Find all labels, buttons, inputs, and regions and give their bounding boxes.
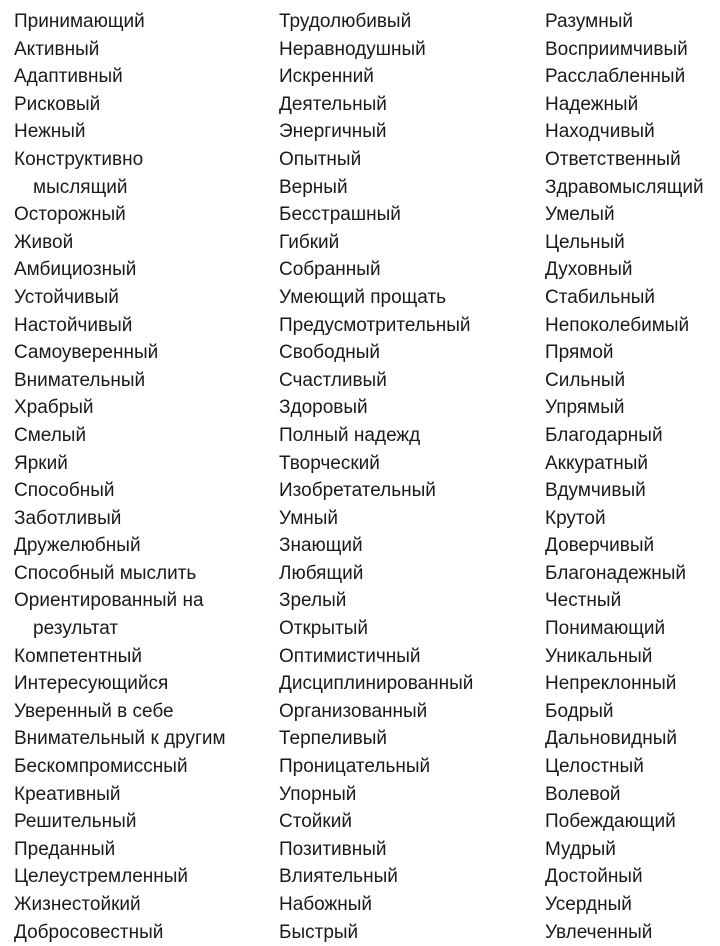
word-item	[545, 256, 720, 284]
word-line: Добросовестный	[14, 921, 164, 943]
word-item	[14, 808, 276, 836]
word-item	[14, 256, 276, 284]
word-line: Расслабленный	[545, 66, 686, 88]
word-item	[545, 174, 720, 202]
word-item	[279, 284, 541, 312]
word-line: Знающий	[279, 535, 363, 557]
word-line: Внимательный к другим	[14, 728, 226, 750]
word-item	[14, 919, 276, 946]
word-item	[279, 174, 541, 202]
word-line: Оптимистичный	[279, 645, 421, 667]
word-line: Изобретательный	[279, 480, 436, 502]
word-line: Цельный	[545, 231, 625, 253]
word-line: Любящий	[279, 562, 364, 584]
word-item	[14, 698, 276, 726]
word-line: Интересующийся	[14, 673, 169, 695]
word-item	[545, 615, 720, 643]
word-line: Самоуверенный	[14, 342, 159, 364]
word-item	[279, 891, 541, 919]
word-line: Непреклонный	[545, 673, 677, 695]
word-line: Трудолюбивый	[279, 11, 412, 32]
word-line: Преданный	[14, 838, 116, 860]
word-item	[545, 863, 720, 891]
word-line: Осторожный	[14, 204, 126, 226]
word-item	[279, 367, 541, 395]
word-line: Смелый	[14, 424, 87, 446]
word-line: Способный мыслить	[14, 562, 197, 584]
word-line: Жизнестойкий	[14, 894, 141, 915]
word-item	[545, 63, 720, 91]
word-item	[14, 8, 276, 36]
word-line: Решительный	[14, 811, 137, 833]
word-line: Дружелюбный	[14, 535, 141, 557]
word-item	[545, 587, 720, 615]
word-line: Разумный	[545, 11, 634, 32]
word-line: Полный надежд	[279, 424, 421, 446]
word-item	[14, 643, 276, 671]
word-item	[14, 836, 276, 864]
word-item	[545, 477, 720, 505]
word-line: Сильный	[545, 369, 626, 391]
word-line: Живой	[14, 231, 74, 253]
word-item	[545, 532, 720, 560]
word-item	[279, 8, 541, 36]
word-item	[545, 560, 720, 588]
word-line: Ответственный	[545, 148, 681, 170]
word-item	[545, 229, 720, 257]
word-item	[545, 670, 720, 698]
word-line: Прямой	[545, 342, 614, 364]
word-item	[279, 532, 541, 560]
word-item	[14, 725, 276, 753]
word-line: Конструктивно	[14, 148, 144, 170]
word-line: Дальновидный	[545, 728, 678, 750]
word-item	[279, 91, 541, 119]
word-line: Заботливый	[14, 507, 122, 529]
word-item	[279, 256, 541, 284]
word-line: Стабильный	[545, 286, 656, 308]
word-item	[14, 477, 276, 505]
word-line: Внимательный	[14, 369, 146, 391]
word-item	[545, 146, 720, 174]
word-line: Неравнодушный	[279, 38, 426, 60]
word-item	[14, 891, 276, 919]
word-item	[14, 505, 276, 533]
word-item	[14, 753, 276, 781]
word-item	[14, 63, 276, 91]
word-line: Адаптивный	[14, 66, 123, 88]
word-line: Здравомыслящий	[545, 176, 704, 198]
word-item	[545, 725, 720, 753]
word-item	[279, 753, 541, 781]
word-line: Умный	[279, 507, 339, 529]
word-item	[545, 836, 720, 864]
word-item	[14, 422, 276, 450]
word-line: Непоколебимый	[545, 314, 690, 336]
word-line: Активный	[14, 38, 100, 60]
word-item	[14, 670, 276, 698]
word-item	[545, 808, 720, 836]
word-line: Достойный	[545, 866, 643, 888]
word-line: Находчивый	[545, 121, 655, 143]
word-item	[14, 367, 276, 395]
word-item	[14, 146, 276, 201]
word-item	[545, 118, 720, 146]
word-item	[545, 394, 720, 422]
word-line: Настойчивый	[14, 314, 133, 336]
word-item	[279, 781, 541, 809]
word-line: Способный	[14, 480, 115, 502]
word-line: Бодрый	[545, 700, 614, 722]
word-line: Счастливый	[279, 369, 387, 391]
word-item	[279, 118, 541, 146]
word-line: Собранный	[279, 259, 381, 281]
word-item	[14, 118, 276, 146]
word-line: Амбициозный	[14, 259, 137, 281]
word-line: Благонадежный	[545, 562, 686, 584]
word-line: Свободный	[279, 342, 381, 364]
word-line: Гибкий	[279, 231, 340, 253]
word-item	[279, 394, 541, 422]
word-item	[14, 284, 276, 312]
word-line: Целостный	[545, 756, 644, 778]
word-item	[279, 505, 541, 533]
word-item	[545, 505, 720, 533]
word-item	[279, 808, 541, 836]
word-line: Деятельный	[279, 93, 387, 115]
word-line: Уникальный	[545, 645, 653, 667]
word-item	[14, 339, 276, 367]
word-item	[14, 560, 276, 588]
word-line: Искренний	[279, 66, 374, 88]
word-line: Вдумчивый	[545, 480, 646, 502]
word-line-continuation: результат	[33, 618, 119, 640]
word-line: Яркий	[14, 452, 68, 474]
word-line: Здоровый	[279, 397, 368, 419]
word-item	[545, 422, 720, 450]
word-item	[279, 670, 541, 698]
word-item	[14, 91, 276, 119]
word-item	[14, 781, 276, 809]
word-item	[279, 63, 541, 91]
word-line: Дисциплинированный	[279, 673, 474, 695]
word-column-1	[14, 8, 276, 946]
word-item	[14, 229, 276, 257]
word-item	[279, 725, 541, 753]
word-line: Бескомпромиссный	[14, 756, 188, 778]
word-line: Рисковый	[14, 93, 101, 115]
word-line: Зрелый	[279, 590, 347, 612]
word-line: Мудрый	[545, 838, 616, 860]
word-line: Верный	[279, 176, 348, 198]
word-line: Позитивный	[279, 838, 387, 860]
word-line: Крутой	[545, 507, 606, 529]
word-item	[14, 532, 276, 560]
word-item	[545, 891, 720, 919]
word-item	[279, 587, 541, 615]
word-item	[545, 36, 720, 64]
word-item	[279, 339, 541, 367]
word-line: Побеждающий	[545, 811, 676, 833]
word-line: Аккуратный	[545, 452, 648, 474]
word-line: Быстрый	[279, 921, 359, 943]
word-item	[545, 312, 720, 340]
word-line: Доверчивый	[545, 535, 655, 557]
word-item	[545, 367, 720, 395]
word-item	[14, 36, 276, 64]
word-item	[545, 450, 720, 478]
word-item	[545, 919, 720, 946]
word-line: Предусмотрительный	[279, 314, 471, 336]
word-line: Целеустремленный	[14, 866, 189, 888]
word-item	[545, 698, 720, 726]
word-item	[545, 8, 720, 36]
word-item	[545, 201, 720, 229]
word-item	[279, 643, 541, 671]
word-line: Понимающий	[545, 618, 666, 640]
word-item	[545, 781, 720, 809]
word-item	[14, 587, 276, 642]
word-item	[279, 615, 541, 643]
word-item	[279, 450, 541, 478]
word-item	[279, 863, 541, 891]
word-line: Креативный	[14, 783, 121, 805]
word-item	[279, 36, 541, 64]
word-line: Компетентный	[14, 645, 142, 667]
word-line: Набожный	[279, 894, 372, 915]
word-column-2	[279, 8, 541, 946]
word-line: Благодарный	[545, 424, 663, 446]
word-line: Бесстрашный	[279, 204, 401, 226]
word-item	[14, 201, 276, 229]
word-line: Нежный	[14, 121, 86, 143]
word-line: Восприимчивый	[545, 38, 688, 60]
word-line: Терпеливый	[279, 728, 387, 750]
word-item	[279, 146, 541, 174]
word-item	[279, 836, 541, 864]
word-item	[545, 339, 720, 367]
word-line: Влиятельный	[279, 866, 398, 888]
word-item	[545, 643, 720, 671]
word-item	[14, 394, 276, 422]
word-line-continuation: мыслящий	[33, 176, 128, 198]
word-line: Храбрый	[14, 397, 94, 419]
word-line: Открытый	[279, 618, 368, 640]
word-line: Организованный	[279, 700, 428, 722]
word-line: Волевой	[545, 783, 621, 805]
word-line: Энергичный	[279, 121, 387, 143]
word-line: Уверенный в себе	[14, 700, 174, 722]
word-item	[14, 312, 276, 340]
word-item	[545, 91, 720, 119]
word-item	[279, 229, 541, 257]
word-item	[545, 753, 720, 781]
word-line: Честный	[545, 590, 622, 612]
word-item	[279, 698, 541, 726]
word-line: Устойчивый	[14, 286, 119, 308]
word-item	[14, 863, 276, 891]
word-column-3	[545, 8, 720, 946]
word-item	[545, 284, 720, 312]
word-line: Принимающий	[14, 11, 145, 32]
word-line: Умеющий прощать	[279, 286, 447, 308]
word-item	[279, 919, 541, 946]
word-line: Усердный	[545, 894, 632, 915]
word-item	[279, 201, 541, 229]
word-line: Упрямый	[545, 397, 625, 419]
word-line: Стойкий	[279, 811, 352, 833]
word-item	[14, 450, 276, 478]
word-item	[279, 312, 541, 340]
word-item	[279, 422, 541, 450]
word-line: Духовный	[545, 259, 633, 281]
word-line: Опытный	[279, 148, 362, 170]
word-line: Надежный	[545, 93, 639, 115]
word-line: Творческий	[279, 452, 380, 474]
word-line: Упорный	[279, 783, 357, 805]
word-item	[279, 560, 541, 588]
word-line: Ориентированный на	[14, 590, 204, 612]
word-line: Проницательный	[279, 756, 431, 778]
word-line: Увлеченный	[545, 921, 653, 943]
word-line: Умелый	[545, 204, 615, 226]
word-item	[279, 477, 541, 505]
